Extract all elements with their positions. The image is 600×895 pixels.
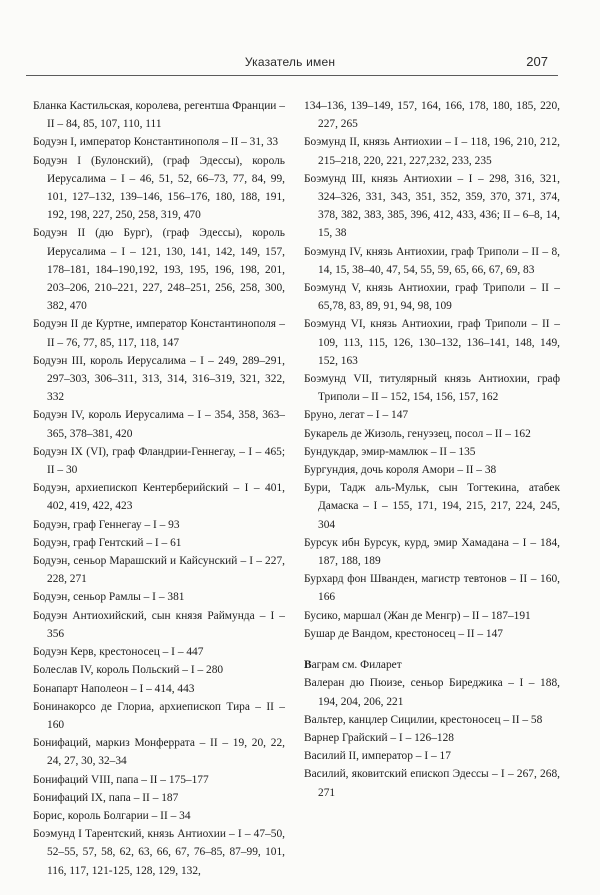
index-entry: Бонинакорсо де Глориа, архиепископ Тира – II – 160 xyxy=(33,700,285,731)
index-entry: Бодуэн, сеньор Марашский и Кайсунский – I – 227, 228, 271 xyxy=(33,555,285,586)
header-rule xyxy=(26,75,558,76)
index-entry: Бодуэн Керв, крестоносец – I – 447 xyxy=(33,646,204,659)
index-entry: Букарель де Жизоль, генуэзец, посол – II – 162 xyxy=(304,427,531,440)
index-entry: Борис, король Болгарии – II – 34 xyxy=(33,809,191,822)
running-header xyxy=(32,53,548,73)
index-entry: 134–136, 139–149, 157, 164, 166, 178, 180, 185, 220, 227, 265 xyxy=(304,100,560,131)
page-number: 207 xyxy=(526,54,548,69)
index-entry: Бодуэн Антиохийский, сын князя Раймунда – I – 356 xyxy=(33,609,285,640)
index-entry: Боэмунд VII, титулярный князь Антиохии, граф Триполи – II – 152, 154, 156, 157, 162 xyxy=(304,373,560,404)
index-entry: Бодуэн II де Куртне, император Константинополя – II – 76, 77, 85, 117, 118, 147 xyxy=(33,318,285,349)
index-entry: Бодуэн III, король Иерусалима – I – 249, 289–291, 297–303, 306–311, 313, 314, 316–319, 321, 322, 332 xyxy=(33,354,285,404)
index-entry: Бодуэн I, император Константинополя – II – 31, 33 xyxy=(33,136,279,149)
index-column-left xyxy=(33,97,285,880)
index-entry: Бурсук ибн Бурсук, курд, эмир Хамадана – I – 184, 187, 188, 189 xyxy=(304,536,560,568)
index-entry: Валеран дю Пюизе, сеньор Бирeджика – I – 188, 194, 204, 206, 221 xyxy=(304,677,560,708)
index-entry: Бонифаций VIII, папа – II – 175–177 xyxy=(33,773,209,786)
index-entry: Вальтер, канцлер Сицилии, крестоносец – II – 58 xyxy=(304,713,543,726)
index-entry: Боэмунд IV, князь Антиохии, граф Триполи – II – 8, 14, 15, 38–40, 47, 54, 55, 59, 65, 66, 67, 69, 83 xyxy=(304,245,560,276)
index-column-right xyxy=(304,97,560,802)
index-entry: Бруно, легат – I – 147 xyxy=(304,409,409,422)
index-entry: Бодуэн, граф Геннегау – I – 93 xyxy=(33,518,180,531)
index-entry: Бусико, маршал (Жан де Менгр) – II – 187–191 xyxy=(304,609,531,622)
index-entry: Бодуэн, граф Гентский – I – 61 xyxy=(33,536,182,549)
index-entry: Бодуэн I (Булонский), (граф Эдессы), король Иерусалима – I – 46, 51, 52, 66–73, 77, 84, 99, 101, 127–132, 139–146, 156–176, 180, 188, 191, 192, 198, 227, 250, 258, 319, 470 xyxy=(33,154,285,222)
index-entry: Василий, яковитский епископ Эдессы – I – 267, 268, 271 xyxy=(304,768,560,799)
index-entry: Бонифаций, маркиз Монферрата – II – 19, 20, 22, 24, 27, 30, 32–34 xyxy=(33,737,285,768)
index-entry: Варнер Грайский – I – 126–128 xyxy=(304,731,454,744)
index-entry: Бодуэн, архиепископ Кентерберийский – I – 401, 402, 419, 422, 423 xyxy=(33,482,285,513)
index-entry: Ваграм см. Филарет xyxy=(304,659,402,672)
index-entry: Боэмунд V, князь Антиохии, граф Триполи – II – 65,78, 83, 89, 91, 94, 98, 109 xyxy=(304,282,560,313)
index-entry: Боэмунд II, князь Антиохии – I – 118, 196, 210, 212, 215–218, 220, 221, 227,232, 233, 235 xyxy=(304,136,560,167)
section-initial-letter: В xyxy=(304,659,312,672)
index-entry: Бушар де Вандом, крестоносец – II – 147 xyxy=(304,627,503,640)
index-entry: Бланка Кастильская, королева, регентша Франции – II – 84, 85, 107, 110, 111 xyxy=(33,100,285,131)
running-title: Указатель имен xyxy=(244,55,336,69)
index-entry: Бодуэн II (дю Бург), (граф Эдессы), король Иерусалима – I – 121, 130, 141, 142, 149, 157, 178–181, 184–190,192, 193, 195, 196, 198, 201, 203–206, 210–221, 227, 248–251, 256, 258, 300, 382, 470 xyxy=(33,227,285,313)
index-entry: Боэмунд VI, князь Антиохии, граф Триполи – II – 109, 113, 115, 126, 130–132, 136–141, 148, 149, 152, 163 xyxy=(304,318,560,367)
index-entry: Бундукдар, эмир-мамлюк – II – 135 xyxy=(304,445,476,458)
index-entry: Болеслав IV, король Польский – I – 280 xyxy=(33,664,224,677)
index-entry: Бонифаций IX, папа – II – 187 xyxy=(33,791,179,804)
index-entry: Бури, Тадж аль-Мульк, сын Тогтекина, атабек Дамаска – I – 155, 171, 194, 215, 217, 224, 245, 304 xyxy=(304,482,560,531)
index-entry: Бурхард фон Шванден, магистр тевтонов – II – 160, 166 xyxy=(304,573,560,604)
index-entry: Боэмунд I Тарентский, князь Антиохии – I – 47–50, 52–55, 57, 58, 62, 63, 66, 67, 76–85, 87–99, 101, 116, 117, 121-125, 128, 129, 132, xyxy=(33,828,285,877)
index-entry: Василий II, император – I – 17 xyxy=(304,750,451,763)
index-entry: Бодуэн, сеньор Рамлы – I – 381 xyxy=(33,591,185,604)
index-entry: Бонапарт Наполеон – I – 414, 443 xyxy=(33,682,195,695)
index-entry: Бургундия, дочь короля Амори – II – 38 xyxy=(304,464,497,477)
index-entry: Бодуэн IV, король Иерусалима – I – 354, 358, 363–365, 378–381, 420 xyxy=(33,409,285,440)
index-entry: Боэмунд III, князь Антиохии – I – 298, 316, 321, 324–326, 331, 343, 351, 352, 359, 370, 371, 374, 378, 382, 383, 385, 396, 412, 433, 436; II – 6–8, 14, 15, 38 xyxy=(304,172,560,240)
index-entry: Бодуэн IX (VI), граф Фландрии-Геннегау, – I – 465; II – 30 xyxy=(33,445,285,477)
